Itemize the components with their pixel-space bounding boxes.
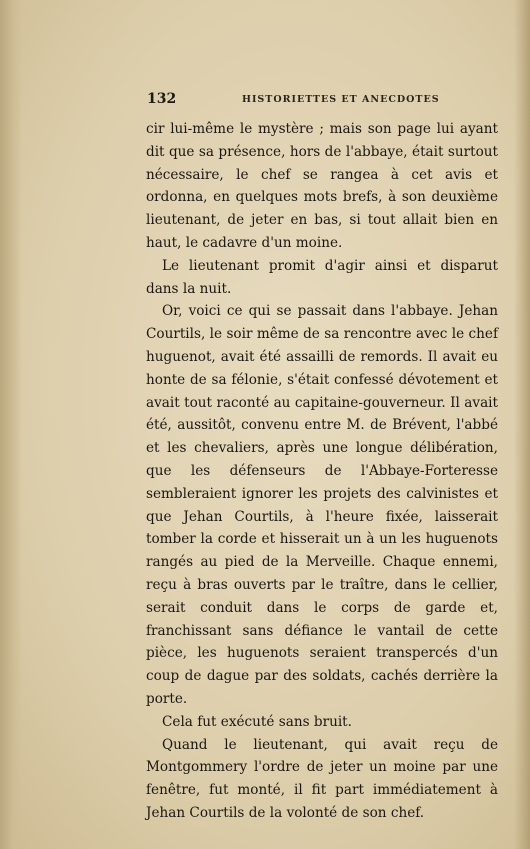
paragraph-3: Or, voici ce qui se passait dans l'abbaye. Jehan Courtils, le soir même de sa rencontre avec le chef huguenot, avait été assailli de remords. Il avait eu honte de sa félonie, s'était confessé dévotement et avait tout raconté au capitaine-gouverneur. Il avait été, aussitôt, convenu entre M. de Brévent, l'abbé et les chevaliers, après une longue délibération, que les défenseurs de l'Abbaye-Forteresse sembleraient ignorer les projets des calvinistes et que Jehan Courtils, à l'heure fixée, laisserait tomber la corde et hisserait un à un les huguenots rangés au pied de la Merveille. Chaque ennemi, reçu à bras ouverts par le traître, dans le cellier, serait conduit dans le corps de garde et, franchissant sans défiance le vantail de cette pièce, les huguenots seraient transpercés d'un coup de dague par des soldats, cachés derrière la porte.	[146, 303, 498, 707]
paragraph-2: Le lieutenant promit d'agir ainsi et disparut dans la nuit.	[146, 257, 498, 297]
page-left-edge-shadow	[0, 0, 22, 849]
paragraph-1: cir lui-même le mystère ; mais son page lui ayant dit que sa présence, hors de l'abbaye, était surtout nécessaire, le chef se rangea à cet avis et ordonna, en quelques mots brefs, à son deuxième lieutenant, de jeter en bas, si tout allait bien en haut, le cadavre d'un moine.	[146, 121, 498, 251]
page-right-edge-shadow	[514, 0, 530, 849]
paragraph-5: Quand le lieutenant, qui avait reçu de Montgommery l'ordre de jeter un moine par une fenêtre, fut monté, il fit part immédiatement à Jehan Courtils de la volonté de son chef.	[146, 736, 498, 821]
running-title: HISTORIETTES ET ANECDOTES	[242, 94, 440, 105]
paragraph-4: Cela fut exécuté sans bruit.	[162, 713, 352, 730]
body-text	[146, 118, 498, 825]
page-number: 132	[147, 91, 177, 107]
page-header	[147, 91, 467, 109]
